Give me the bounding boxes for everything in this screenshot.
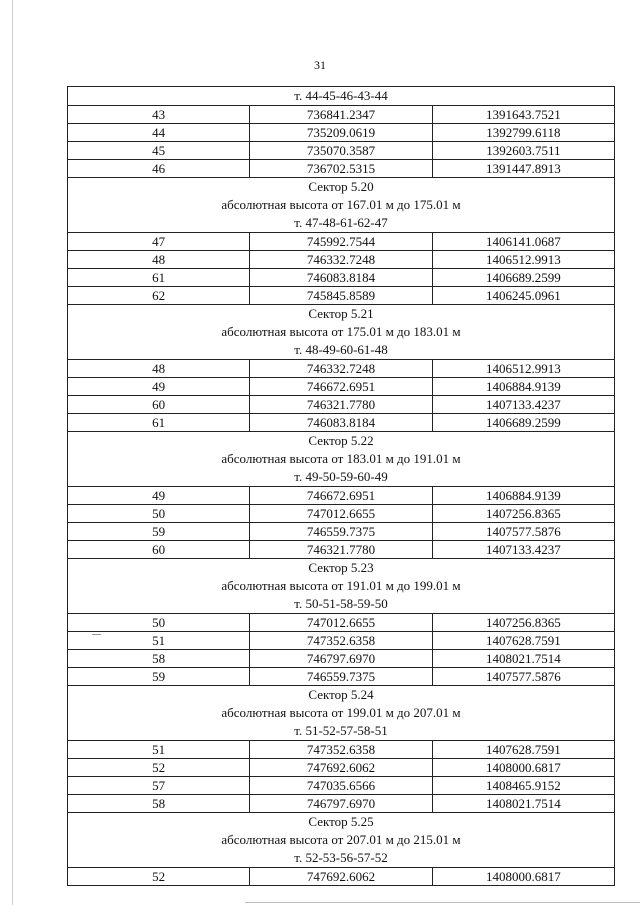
sector-header-cell (68, 87, 615, 106)
sector-points-label: т. 50-51-58-59-50 (294, 596, 388, 611)
table-row (68, 505, 615, 523)
point-number-cell: 61 (68, 414, 250, 432)
y-coordinate-cell: 1408021.7514 (432, 795, 614, 813)
sector-header-row (68, 305, 615, 360)
point-number-cell: 60 (68, 396, 250, 414)
y-coordinate-cell: 1407256.8365 (432, 505, 614, 523)
table-row (68, 142, 615, 160)
table-row (68, 668, 615, 686)
page-edge-left (12, 0, 13, 905)
point-number-cell: 45 (68, 142, 250, 160)
sector-points-label: т. 48-49-60-61-48 (294, 342, 388, 357)
sector-header-cell (68, 432, 615, 487)
table-row (68, 632, 615, 650)
table-row (68, 741, 615, 759)
table-row (68, 541, 615, 559)
point-number-cell: 48 (68, 360, 250, 378)
y-coordinate-cell: 1407628.7591 (432, 632, 614, 650)
sector-header-row (68, 178, 615, 233)
sector-header-cell (68, 305, 615, 360)
y-coordinate-cell: 1406884.9139 (432, 378, 614, 396)
point-number-cell: 47 (68, 233, 250, 251)
table-row (68, 233, 615, 251)
sector-altitude-range: абсолютная высота от 183.01 м до 191.01 м (221, 451, 461, 466)
sector-title: Сектор 5.25 (308, 814, 374, 829)
point-number-cell: 52 (68, 759, 250, 777)
point-number-cell: 58 (68, 795, 250, 813)
y-coordinate-cell: 1407628.7591 (432, 741, 614, 759)
table-row (68, 777, 615, 795)
x-coordinate-cell: 746559.7375 (250, 668, 432, 686)
x-coordinate-cell: 746559.7375 (250, 523, 432, 541)
sector-header-row (68, 432, 615, 487)
point-number-cell: 58 (68, 650, 250, 668)
table-row (68, 160, 615, 178)
y-coordinate-cell: 1406141.0687 (432, 233, 614, 251)
x-coordinate-cell: 736702.5315 (250, 160, 432, 178)
sector-header-row (68, 686, 615, 741)
x-coordinate-cell: 736841.2347 (250, 106, 432, 124)
point-number-cell: 60 (68, 541, 250, 559)
y-coordinate-cell: 1408000.6817 (432, 759, 614, 777)
y-coordinate-cell: 1406689.2599 (432, 414, 614, 432)
table-row (68, 487, 615, 505)
table-row (68, 106, 615, 124)
coordinates-table (67, 86, 615, 886)
coordinates-table-body (68, 87, 615, 886)
x-coordinate-cell: 746083.8184 (250, 269, 432, 287)
point-number-cell: 61 (68, 269, 250, 287)
table-row (68, 523, 615, 541)
point-number-cell: 62 (68, 287, 250, 305)
x-coordinate-cell: 746321.7780 (250, 541, 432, 559)
point-number-cell: 49 (68, 487, 250, 505)
sector-altitude-range: абсолютная высота от 199.01 м до 207.01 м (221, 705, 461, 720)
y-coordinate-cell: 1407133.4237 (432, 541, 614, 559)
sector-header-row (68, 813, 615, 868)
x-coordinate-cell: 745845.8589 (250, 287, 432, 305)
table-row (68, 795, 615, 813)
point-number-cell: 59 (68, 523, 250, 541)
y-coordinate-cell: 1406884.9139 (432, 487, 614, 505)
sector-header-cell (68, 178, 615, 233)
point-number-cell: 57 (68, 777, 250, 795)
point-number-cell: 46 (68, 160, 250, 178)
sector-points-label: т. 52-53-56-57-52 (294, 850, 388, 865)
y-coordinate-cell: 1406512.9913 (432, 251, 614, 269)
x-coordinate-cell: 745992.7544 (250, 233, 432, 251)
x-coordinate-cell: 747692.6062 (250, 868, 432, 886)
y-coordinate-cell: 1391447.8913 (432, 160, 614, 178)
sector-header-row (68, 87, 615, 106)
x-coordinate-cell: 746321.7780 (250, 396, 432, 414)
y-coordinate-cell: 1392603.7511 (432, 142, 614, 160)
sector-altitude-range: абсолютная высота от 191.01 м до 199.01 м (221, 578, 461, 593)
y-coordinate-cell: 1407577.5876 (432, 523, 614, 541)
y-coordinate-cell: 1406512.9913 (432, 360, 614, 378)
point-number-cell: 44 (68, 124, 250, 142)
table-row (68, 396, 615, 414)
y-coordinate-cell: 1407256.8365 (432, 614, 614, 632)
y-coordinate-cell: 1408465.9152 (432, 777, 614, 795)
sector-title: Сектор 5.20 (308, 179, 374, 194)
y-coordinate-cell: 1407133.4237 (432, 396, 614, 414)
point-number-cell: 52 (68, 868, 250, 886)
x-coordinate-cell: 747012.6655 (250, 614, 432, 632)
y-coordinate-cell: 1408021.7514 (432, 650, 614, 668)
table-row (68, 251, 615, 269)
table-row (68, 868, 615, 886)
x-coordinate-cell: 746083.8184 (250, 414, 432, 432)
point-number-cell: 48 (68, 251, 250, 269)
table-row (68, 378, 615, 396)
page-edge-bottom (245, 902, 640, 903)
x-coordinate-cell: 747035.6566 (250, 777, 432, 795)
sector-title: Сектор 5.24 (308, 687, 374, 702)
x-coordinate-cell: 747352.6358 (250, 632, 432, 650)
y-coordinate-cell: 1407577.5876 (432, 668, 614, 686)
sector-title: Сектор 5.21 (308, 306, 374, 321)
sector-altitude-range: абсолютная высота от 175.01 м до 183.01 м (221, 324, 461, 339)
sector-altitude-range: абсолютная высота от 207.01 м до 215.01 м (221, 832, 461, 847)
x-coordinate-cell: 735070.3587 (250, 142, 432, 160)
sector-altitude-range: абсолютная высота от 167.01 м до 175.01 м (221, 197, 461, 212)
table-row (68, 414, 615, 432)
x-coordinate-cell: 746672.6951 (250, 378, 432, 396)
point-number-cell: 50 (68, 505, 250, 523)
table-row (68, 614, 615, 632)
sector-points-label: т. 47-48-61-62-47 (294, 215, 388, 230)
table-row (68, 360, 615, 378)
table-row (68, 650, 615, 668)
x-coordinate-cell: 747352.6358 (250, 741, 432, 759)
sector-points-label: т. 51-52-57-58-51 (294, 723, 388, 738)
table-row (68, 269, 615, 287)
sector-points-label: т. 44-45-46-43-44 (294, 88, 388, 103)
y-coordinate-cell: 1406245.0961 (432, 287, 614, 305)
sector-header-cell (68, 686, 615, 741)
table-row (68, 759, 615, 777)
x-coordinate-cell: 746672.6951 (250, 487, 432, 505)
y-coordinate-cell: 1406689.2599 (432, 269, 614, 287)
point-number-cell: 50 (68, 614, 250, 632)
sector-title: Сектор 5.23 (308, 560, 374, 575)
table-row (68, 124, 615, 142)
point-number-cell: 43 (68, 106, 250, 124)
x-coordinate-cell: 746797.6970 (250, 795, 432, 813)
x-coordinate-cell: 735209.0619 (250, 124, 432, 142)
sector-title: Сектор 5.22 (308, 433, 374, 448)
table-row (68, 287, 615, 305)
y-coordinate-cell: 1408000.6817 (432, 868, 614, 886)
point-number-cell: 51 (68, 741, 250, 759)
x-coordinate-cell: 746332.7248 (250, 251, 432, 269)
x-coordinate-cell: 747692.6062 (250, 759, 432, 777)
y-coordinate-cell: 1392799.6118 (432, 124, 614, 142)
x-coordinate-cell: 746332.7248 (250, 360, 432, 378)
sector-header-cell (68, 813, 615, 868)
x-coordinate-cell: 746797.6970 (250, 650, 432, 668)
page-number: 31 (314, 58, 326, 72)
sector-points-label: т. 49-50-59-60-49 (294, 469, 388, 484)
scan-speck (92, 634, 101, 635)
y-coordinate-cell: 1391643.7521 (432, 106, 614, 124)
point-number-cell: 59 (68, 668, 250, 686)
point-number-cell: 49 (68, 378, 250, 396)
point-number-cell: 51 (68, 632, 250, 650)
x-coordinate-cell: 747012.6655 (250, 505, 432, 523)
sector-header-row (68, 559, 615, 614)
sector-header-cell (68, 559, 615, 614)
